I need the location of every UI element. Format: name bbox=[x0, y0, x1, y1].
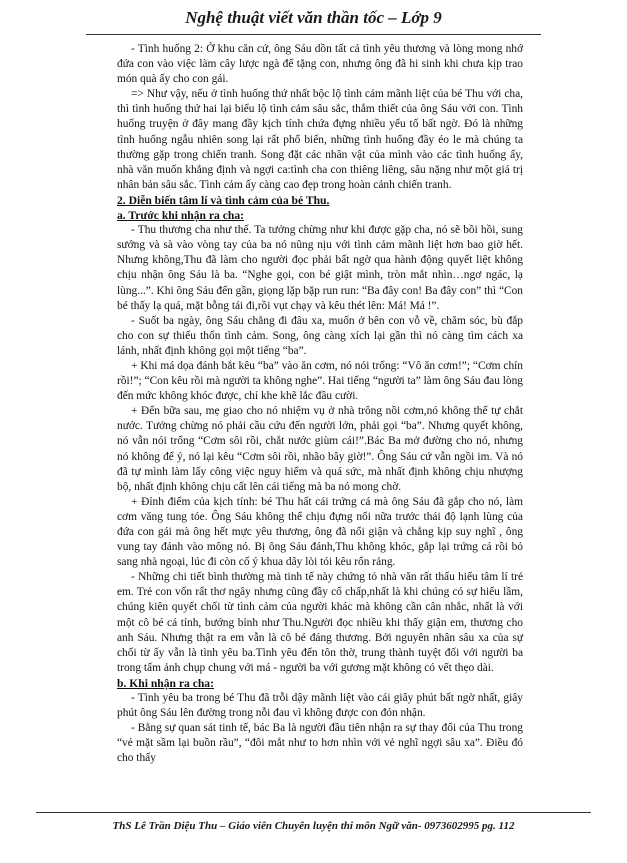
paragraph-body: - Suốt ba ngày, ông Sáu chẳng đi đâu xa, muốn ở bên con vỗ về, chăm sóc, bù đắp cho con sự thiếu thốn tình cảm. Song, ông càng xích lại gần thì nó càng tìm cách xa lánh, nhất định không gọi một tiếng “ba”. bbox=[117, 314, 523, 357]
paragraph-body: - Bằng sự quan sát tinh tế, bác Ba là người đầu tiên nhận ra sự thay đổi của Thu trong “vẻ mặt sầm lại buồn rầu”, “đôi mắt như to hơn nhìn với vẻ nghĩ ngợi sâu xa”. Điều đó cho thấy bbox=[117, 722, 523, 765]
paragraph-body: - Tình yêu ba trong bé Thu đã trỗi dậy mãnh liệt vào cái giây phút bất ngờ nhất, giây phút ông Sáu lên đường trong nỗi đau vì không được con đón nhận. bbox=[117, 692, 523, 720]
page-header-title: Nghệ thuật viết văn thần tốc – Lớp 9 bbox=[185, 8, 442, 27]
paragraph-body: + Khi má dọa đánh bắt kêu “ba” vào ăn cơm, nó nói trổng: “Vô ăn cơm!”; “Cơm chín rồi!”; “Con kêu rồi mà người ta không nghe”. Hai tiếng “người ta” làm ông Sáu đau lòng đến mức không khóc được, chỉ khe khẽ lắc đầu cười. bbox=[117, 359, 523, 403]
header-divider bbox=[86, 34, 541, 35]
paragraph-situation-2: - Tình huống 2: Ở khu căn cứ, ông Sáu dồn tất cả tình yêu thương và lòng mong nhớ đứa con vào việc làm cây lược ngà để tặng con, nhưng ông đã hi sinh khi chưa kịp trao món quà ấy cho con gái. bbox=[117, 43, 523, 86]
page-body bbox=[117, 42, 523, 767]
page-footer: ThS Lê Trần Diệu Thu – Giáo viên Chuyên luyện thi môn Ngữ văn- 0973602995 pg. 112 bbox=[112, 820, 515, 832]
subsection-heading-b: b. Khi nhận ra cha: bbox=[117, 676, 214, 690]
footer-divider bbox=[36, 812, 591, 813]
paragraph-body: + Đỉnh điểm của kịch tính: bé Thu hất cái trứng cá mà ông Sáu đã gắp cho nó, làm cơm văng tung tóe. Ông Sáu không thể chịu đựng nổi nữa trước thái độ lạnh lùng của đứa con gái mà ông hết mực yêu thương, ông đã nổi giận và chẳng kịp suy nghĩ , ông vung tay đánh vào mông nó. Bị ông Sáu đánh,Thu không khóc, gắp lại trứng cá rồi bỏ sang nhà ngoại, lúc đi còn cố ý khua dây lòi tói kêu rổn rảng. bbox=[117, 495, 523, 569]
subsection-heading-a: a. Trước khi nhận ra cha: bbox=[117, 209, 244, 223]
section-heading-2: 2. Diễn biến tâm lí và tình cảm của bé Thu. bbox=[117, 193, 330, 207]
paragraph-body: + Đến bữa sau, mẹ giao cho nó nhiệm vụ ở nhà trông nồi cơm,nó không thể tự chắt nước. Tưởng chừng nó phải cầu cứu đến người lớn, phải gọi “ba”. Nhưng quyết không, nó vẫn nói trổng “Cơm sôi rồi, chắt nước giùm cái!”.Bác Ba mở đường cho nó, nhưng nó không để ý, nó lại kêu “Cơm sôi rồi, nhão bây giờ!”. Ông Sáu cứ vẫn ngồi im. Và nó đã tự mình làm lấy công việc nguy hiểm và quá sức, mà nhất định không chịu nhượng bộ, nhất định không chịu cất lên cái tiếng mà ba nó mong chờ. bbox=[117, 405, 523, 493]
paragraph-body: - Thu thương cha như thế. Ta tưởng chừng như khi được gặp cha, nó sẽ bồi hồi, sung sướng và sà vào vòng tay của ba nó nũng nịu với tình cảm mãnh liệt hơn bao giờ hết. Nhưng không,Thu đã làm cho người đọc phải bất ngờ qua hành động quyết liệt không chịu nhận ông Sáu là ba. “Nghe gọi, con bé giật mình, tròn mắt nhìn…ngơ ngác, lạ lùng...”. Khi ông Sáu đến gần, giọng lặp bặp run run: “Ba đây con! Ba đây con” thì “Con bé thấy lạ quá, mặt bỗng tái đi,rồi vụt chạy và kêu thét lên: Má! Má !”. bbox=[117, 224, 523, 312]
paragraph-conclusion: => Như vậy, nếu ở tình huống thứ nhất bộc lộ tình cảm mãnh liệt của bé Thu với cha, thì tình huống thứ hai lại biểu lộ tình cảm sâu sắc, thắm thiết của ông Sáu với con. Tình huống truyện ở đây mang đầy kịch tính chứa đựng nhiều yếu tố bất ngờ. Đó là những tình huống ngẫu nhiên song lại rất phổ biến, những tình huống đầy éo le mà chúng ta thường gặp trong chiến tranh. Song đặt các nhân vật của mình vào các tình huống ấy, nhà văn muốn khẳng định và ngợi ca:tình cha con thiêng liêng, sâu nặng như một giá trị nhân bản sâu sắc. Tình cảm ấy càng cao đẹp trong hoàn cảnh chiến tranh. bbox=[117, 88, 523, 191]
paragraph-body: - Những chi tiết bình thường mà tinh tế này chứng tỏ nhà văn rất thấu hiểu tâm lí trẻ em. Trẻ con vốn rất thơ ngây nhưng cũng đầy cố chấp,nhất là khi chúng có sự hiểu lầm, chúng kiên quyết chối từ tình cảm của người khác mà không cần cân nhắc, nhất là với một cô bé cá tính, bướng bỉnh như Thu.Người đọc nhiều khi thấy giận em, thương cho anh Sáu. Nhưng thật ra em vẫn là cô bé đáng thương. Bởi nguyên nhân sâu xa của sự chối từ ấy vẫn là tình yêu ba.Tình yêu đến tôn thờ, trung thành tuyệt đối với người ba trong tấm ảnh chụp chung với má - người ba với gương mặt không có vết thẹo dài. bbox=[117, 571, 523, 674]
